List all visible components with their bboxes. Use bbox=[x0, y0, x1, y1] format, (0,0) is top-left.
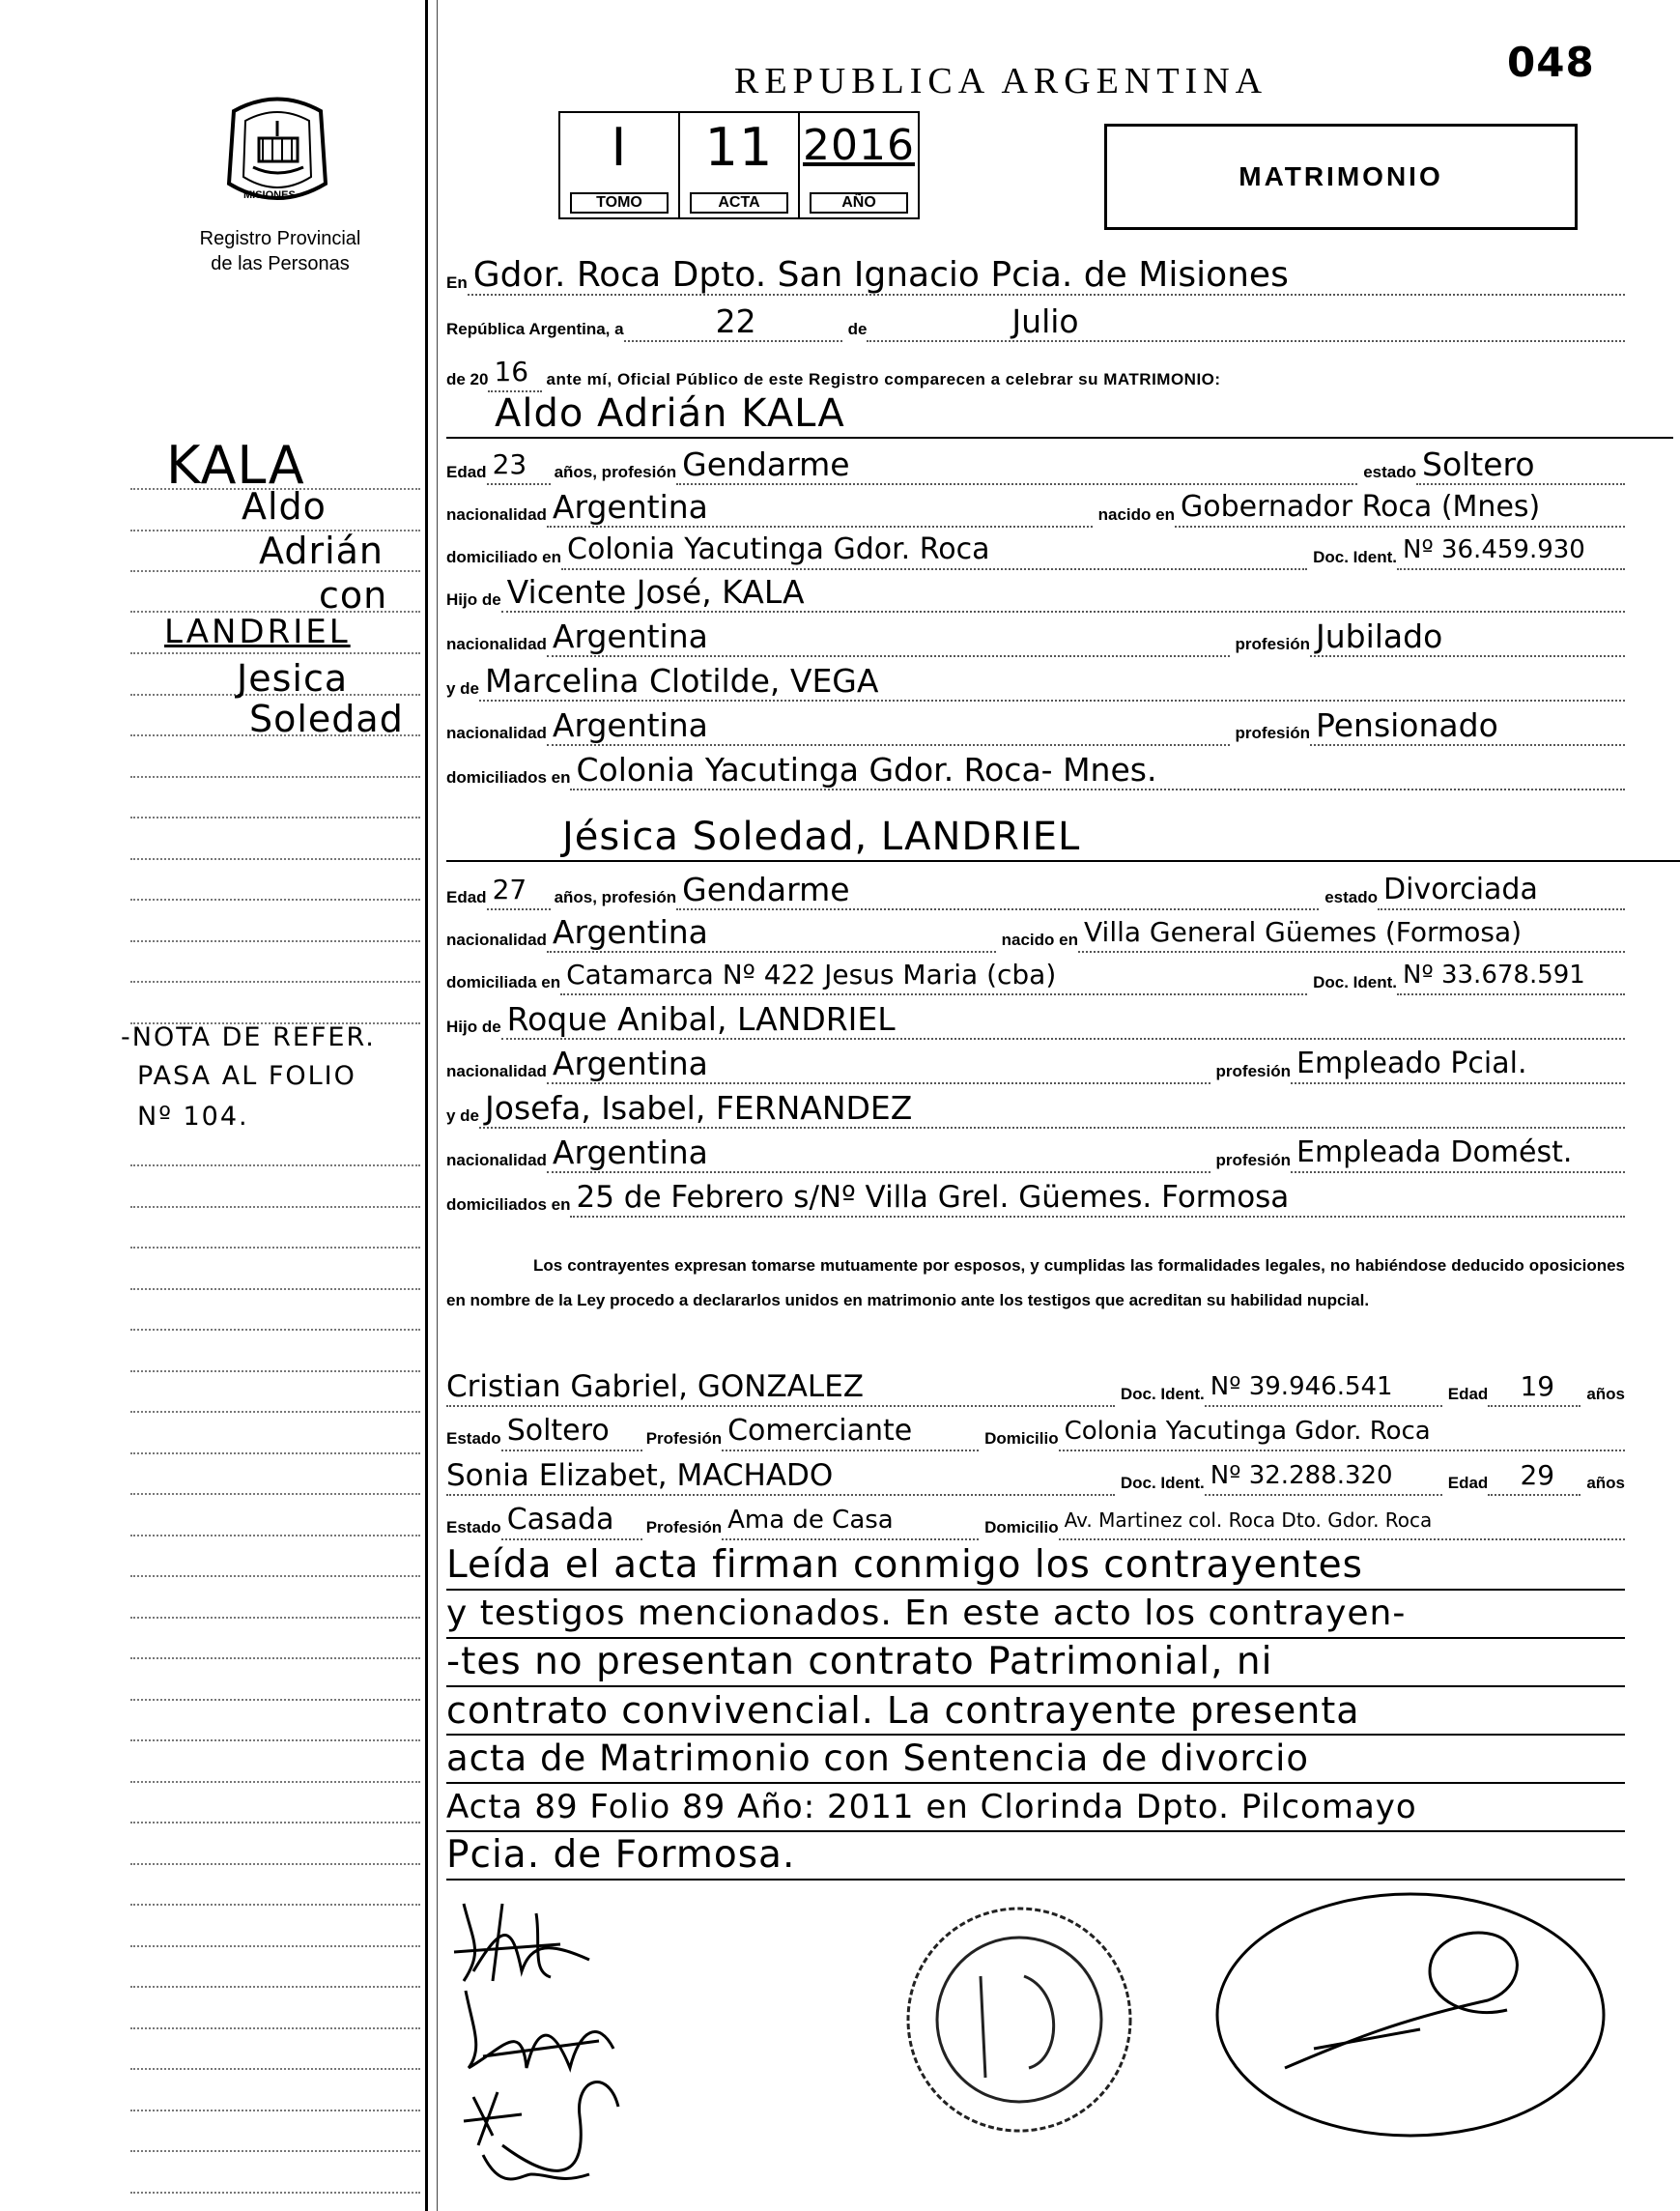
bride-parents-address-row bbox=[446, 1175, 1625, 1218]
bride-nacionalidad-label: nacionalidad bbox=[446, 931, 547, 949]
groom-full-name: Aldo Adrián KALA bbox=[446, 390, 1673, 439]
groom-mother: Marcelina Clotilde, VEGA bbox=[479, 663, 1625, 702]
groom-marital-status: Soltero bbox=[1416, 446, 1625, 485]
witness2-edad-label: Edad bbox=[1447, 1474, 1489, 1492]
margin-spouse2-surname: LANDRIEL bbox=[164, 613, 351, 651]
acta-label: ACTA bbox=[690, 192, 788, 214]
witness1-anos-label: años bbox=[1586, 1385, 1625, 1403]
witness1-age: 19 bbox=[1488, 1368, 1580, 1407]
witness1-profesion-label: Profesión bbox=[645, 1429, 723, 1448]
groom-parents-address: Colonia Yacutinga Gdor. Roca- Mnes. bbox=[570, 752, 1625, 790]
inner-border-line bbox=[437, 0, 438, 2211]
witness1-row bbox=[446, 1364, 1625, 1407]
witness2-anos-label: años bbox=[1586, 1474, 1625, 1492]
witness1-name: Cristian Gabriel, GONZALEZ bbox=[446, 1368, 1115, 1407]
declaration-paragraph: Los contrayentes expresan tomarse mutuamente por esposos, y cumplidas las formalidades legales, no habiéndose deducido oposiciones en nombre de la Ley procedo a declararlos unidos en matrimonio ante los testigos que acreditan su habilidad nupcial. bbox=[446, 1256, 1625, 1309]
signature-2-icon bbox=[466, 1991, 613, 2068]
year-row bbox=[446, 350, 1625, 392]
bride-mother-nationality: Argentina bbox=[547, 1134, 1210, 1173]
tomo-box bbox=[560, 113, 680, 217]
groom-profesion-label: años, profesión bbox=[554, 463, 677, 481]
bride-yde-label: y de bbox=[446, 1106, 480, 1125]
closing-line: acta de Matrimonio con Sentencia de divorcio bbox=[446, 1736, 1625, 1784]
closing-line: Acta 89 Folio 89 Año: 2011 en Clorinda Dpto. Pilcomayo bbox=[446, 1784, 1625, 1832]
page-number: 048 bbox=[1507, 39, 1595, 86]
registry-name-line1: Registro Provincial bbox=[199, 228, 361, 249]
groom-hijo-label: Hijo de bbox=[446, 590, 501, 609]
year-prefix-label: de 20 bbox=[446, 370, 489, 388]
signatures-area bbox=[444, 1884, 1633, 2203]
bride-age: 27 bbox=[487, 872, 551, 910]
bride-address: Catamarca Nº 422 Jesus Maria (cba) bbox=[560, 957, 1307, 995]
bride-domiciliados-label: domiciliados en bbox=[446, 1195, 571, 1214]
day-value: 22 bbox=[624, 303, 842, 342]
bride-father-profesion-label: profesión bbox=[1215, 1062, 1291, 1080]
act-registration-boxes bbox=[558, 111, 920, 219]
bride-mother-profession: Empleada Domést. bbox=[1291, 1134, 1625, 1173]
closing-line: Pcia. de Formosa. bbox=[446, 1832, 1625, 1881]
witness2-profesion-label: Profesión bbox=[645, 1518, 723, 1536]
groom-age-row bbox=[446, 443, 1625, 485]
groom-parents-address-row bbox=[446, 748, 1625, 790]
groom-mother-nationality-row bbox=[446, 704, 1625, 746]
closing-line: contrato convivencial. La contrayente presenta bbox=[446, 1687, 1625, 1736]
groom-mother-nationality: Argentina bbox=[547, 707, 1230, 746]
groom-doc-number: Nº 36.459.930 bbox=[1397, 531, 1625, 570]
bride-edad-label: Edad bbox=[446, 888, 487, 906]
margin-connector: con bbox=[319, 574, 388, 617]
groom-father: Vicente José, KALA bbox=[501, 574, 1625, 613]
republica-label: República Argentina, a bbox=[446, 320, 624, 338]
groom-nationality-row bbox=[446, 485, 1625, 528]
witness1-edad-label: Edad bbox=[1447, 1385, 1489, 1403]
groom-address-row bbox=[446, 528, 1625, 570]
bride-address-row bbox=[446, 953, 1625, 995]
bride-full-name: Jésica Soledad, LANDRIEL bbox=[446, 814, 1680, 862]
bride-mother-nationality-row bbox=[446, 1131, 1625, 1173]
margin-note-line2: PASA AL FOLIO bbox=[137, 1061, 356, 1091]
anio-value: 2016 bbox=[803, 121, 915, 170]
comparecen-text: ante mí, Oficial Público de este Registro comparecen a celebrar su MATRIMONIO: bbox=[546, 370, 1221, 388]
margin-note-line1: -NOTA DE REFER. bbox=[121, 1022, 376, 1052]
groom-doc-label: Doc. Ident. bbox=[1313, 548, 1397, 566]
closing-line: Leída el acta firman conmigo los contrayentes bbox=[446, 1542, 1625, 1591]
bride-domiciliada-label: domiciliada en bbox=[446, 973, 561, 991]
margin-spouse2-given2: Soledad bbox=[249, 698, 404, 740]
signature-1-icon bbox=[454, 1904, 589, 1981]
bride-father-row bbox=[446, 997, 1625, 1040]
bride-father-nationality-row bbox=[446, 1042, 1625, 1084]
witness2-domicilio-label: Domicilio bbox=[984, 1518, 1059, 1536]
closing-line: -tes no presentan contrato Patrimonial, ni bbox=[446, 1639, 1625, 1687]
bride-hijo-label: Hijo de bbox=[446, 1018, 501, 1036]
signature-3-icon bbox=[464, 2082, 618, 2179]
witness2-estado-label: Estado bbox=[446, 1518, 501, 1536]
year-suffix-value: 16 bbox=[488, 354, 542, 392]
bride-mother: Josefa, Isabel, FERNANDEZ bbox=[479, 1090, 1625, 1129]
groom-mother-nacionalidad-label: nacionalidad bbox=[446, 724, 547, 742]
acta-box bbox=[680, 113, 800, 217]
groom-nacido-label: nacido en bbox=[1097, 505, 1175, 524]
anio-box bbox=[800, 113, 918, 217]
groom-father-nacionalidad-label: nacionalidad bbox=[446, 635, 547, 653]
witness1-profession: Comerciante bbox=[722, 1413, 979, 1451]
groom-father-row bbox=[446, 570, 1625, 613]
bride-father: Roque Anibal, LANDRIEL bbox=[501, 1001, 1625, 1040]
margin-column bbox=[0, 0, 425, 2211]
bride-profession: Gendarme bbox=[676, 872, 1319, 910]
witness1-doc-label: Doc. Ident. bbox=[1120, 1385, 1205, 1403]
margin-note-line3: Nº 104. bbox=[137, 1102, 249, 1132]
groom-edad-label: Edad bbox=[446, 463, 487, 481]
bride-mother-profesion-label: profesión bbox=[1215, 1151, 1291, 1169]
bride-mother-nacionalidad-label: nacionalidad bbox=[446, 1151, 547, 1169]
groom-father-nationality-row bbox=[446, 615, 1625, 657]
witness2-details-row bbox=[446, 1498, 1625, 1540]
margin-spouse1-given1: Aldo bbox=[242, 485, 327, 528]
witness2-age: 29 bbox=[1488, 1457, 1580, 1496]
bride-profesion-label: años, profesión bbox=[554, 888, 677, 906]
officer-signature-icon bbox=[1217, 1894, 1604, 2136]
witness2-profession: Ama de Casa bbox=[722, 1502, 979, 1540]
witness2-name: Sonia Elizabet, MACHADO bbox=[446, 1457, 1115, 1496]
groom-age: 23 bbox=[487, 446, 551, 485]
de-label: de bbox=[847, 320, 868, 338]
tomo-label: TOMO bbox=[570, 192, 669, 214]
margin-spouse1-surname: KALA bbox=[166, 435, 305, 496]
date-row bbox=[446, 300, 1625, 342]
registry-name-line2: de las Personas bbox=[211, 253, 350, 274]
groom-yde-label: y de bbox=[446, 679, 480, 698]
witness1-domicilio-label: Domicilio bbox=[984, 1429, 1059, 1448]
bride-marital-status: Divorciada bbox=[1378, 872, 1625, 910]
seal-label: MISIONES bbox=[243, 189, 296, 201]
bride-parents-address: 25 de Febrero s/Nº Villa Grel. Güemes. Formosa bbox=[570, 1179, 1625, 1218]
groom-nationality: Argentina bbox=[547, 489, 1093, 528]
groom-domiciliado-label: domiciliado en bbox=[446, 548, 562, 566]
groom-nacionalidad-label: nacionalidad bbox=[446, 505, 547, 524]
groom-father-nationality: Argentina bbox=[547, 618, 1230, 657]
witness1-address: Colonia Yacutinga Gdor. Roca bbox=[1059, 1413, 1625, 1451]
groom-father-profession: Jubilado bbox=[1310, 618, 1625, 657]
witness2-row bbox=[446, 1453, 1625, 1496]
witness1-estado-label: Estado bbox=[446, 1429, 501, 1448]
groom-mother-row bbox=[446, 659, 1625, 702]
groom-father-profesion-label: profesión bbox=[1235, 635, 1310, 653]
witness1-doc: Nº 39.946.541 bbox=[1205, 1368, 1442, 1407]
tomo-value: I bbox=[611, 117, 628, 178]
en-label: En bbox=[446, 273, 468, 292]
groom-domiciliados-label: domiciliados en bbox=[446, 768, 571, 787]
bride-birthplace: Villa General Güemes (Formosa) bbox=[1078, 914, 1625, 953]
act-type-box bbox=[1104, 124, 1578, 230]
bride-father-nacionalidad-label: nacionalidad bbox=[446, 1062, 547, 1080]
bride-nationality: Argentina bbox=[547, 914, 996, 953]
acta-value: 11 bbox=[704, 117, 774, 178]
act-type-label: MATRIMONIO bbox=[1239, 161, 1443, 191]
country-title: REPUBLICA ARGENTINA bbox=[734, 61, 1268, 101]
bride-estado-label: estado bbox=[1324, 888, 1378, 906]
witness1-details-row bbox=[446, 1409, 1625, 1451]
witness2-address: Av. Martinez col. Roca Dto. Gdor. Roca bbox=[1059, 1502, 1625, 1540]
groom-address: Colonia Yacutinga Gdor. Roca bbox=[561, 531, 1307, 570]
closing-line: y testigos mencionados. En este acto los contrayen- bbox=[446, 1591, 1625, 1639]
bride-mother-row bbox=[446, 1086, 1625, 1129]
left-border-line bbox=[425, 0, 428, 2211]
bride-nacido-label: nacido en bbox=[1001, 931, 1078, 949]
bride-doc-number: Nº 33.678.591 bbox=[1397, 957, 1625, 995]
groom-estado-label: estado bbox=[1363, 463, 1416, 481]
bride-father-profession: Empleado Pcial. bbox=[1291, 1046, 1625, 1084]
groom-mother-profession: Pensionado bbox=[1310, 707, 1625, 746]
official-stamp-icon bbox=[908, 1909, 1130, 2131]
month-value: Julio bbox=[867, 303, 1625, 342]
witness2-status: Casada bbox=[501, 1502, 642, 1540]
witness2-doc-label: Doc. Ident. bbox=[1120, 1474, 1205, 1492]
margin-spouse2-given1: Jesica bbox=[237, 657, 349, 700]
groom-birthplace: Gobernador Roca (Mnes) bbox=[1175, 489, 1625, 528]
margin-spouse1-given2: Adrián bbox=[259, 530, 384, 572]
groom-profession: Gendarme bbox=[676, 446, 1357, 485]
anio-label: AÑO bbox=[810, 192, 908, 214]
place-value: Gdor. Roca Dpto. San Ignacio Pcia. de Misiones bbox=[468, 257, 1625, 296]
bride-father-nationality: Argentina bbox=[547, 1046, 1210, 1084]
bride-doc-label: Doc. Ident. bbox=[1313, 973, 1397, 991]
place-row bbox=[446, 253, 1625, 296]
bride-age-row bbox=[446, 868, 1625, 910]
bride-nationality-row bbox=[446, 910, 1625, 953]
witness2-doc: Nº 32.288.320 bbox=[1205, 1457, 1442, 1496]
witness1-status: Soltero bbox=[501, 1413, 642, 1451]
groom-mother-profesion-label: profesión bbox=[1235, 724, 1310, 742]
